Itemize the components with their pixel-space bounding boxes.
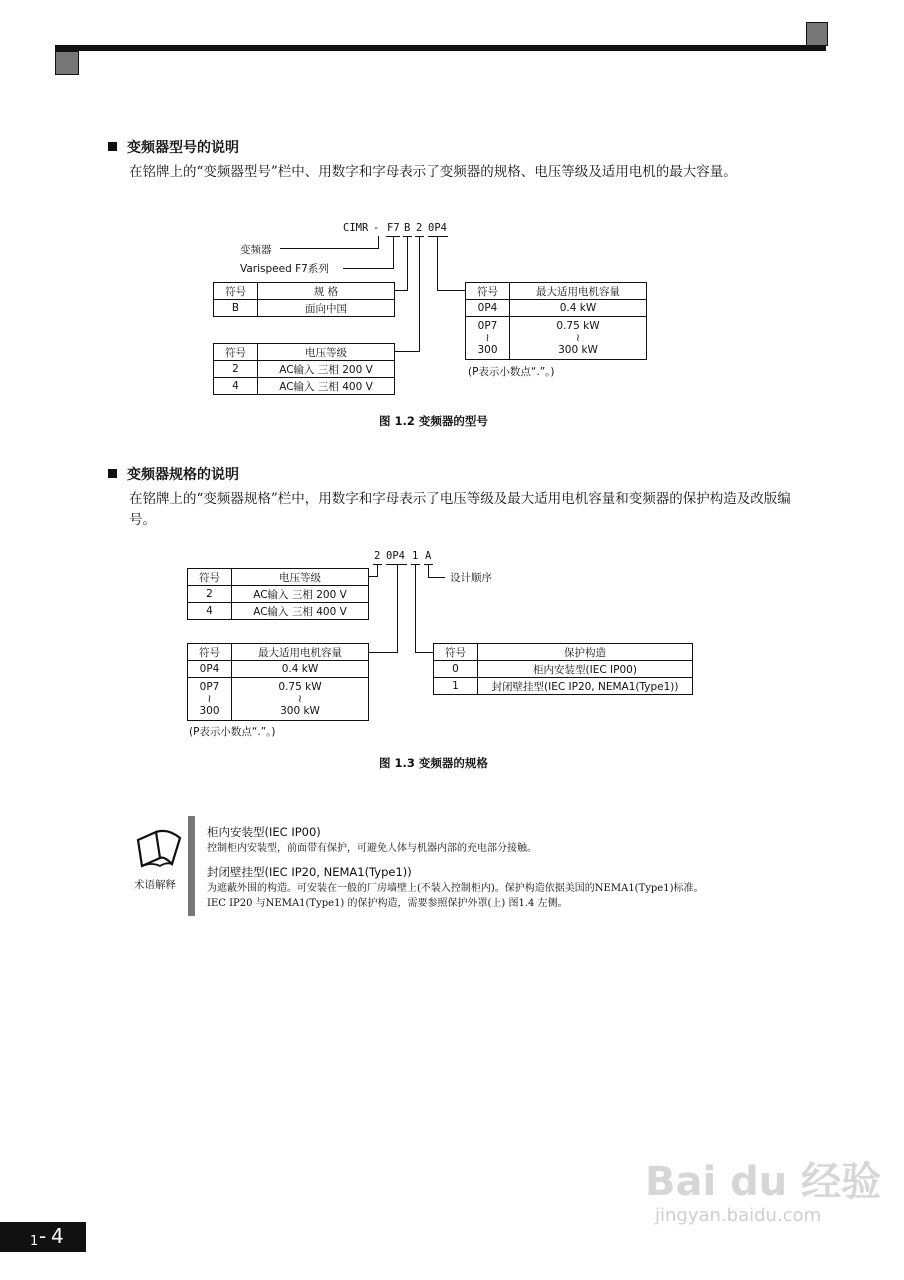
page-separator: - bbox=[39, 1224, 47, 1248]
spec-code-protection: 1 bbox=[412, 550, 419, 562]
protection-table: 符号 保护构造 0 柜内安装型(IEC IP00) 1 封闭壁挂型(IEC IP20, NEMA1(Type1)) bbox=[433, 643, 693, 695]
connector-line bbox=[407, 236, 408, 290]
section-spec-paragraph: 在铭牌上的“变频器规格”栏中，用数字和字母表示了电压等级及最大适用电机容量和变频器的保护构造及改版编号。 bbox=[129, 491, 791, 528]
watermark-url: jingyan.baidu.com bbox=[655, 1205, 822, 1226]
capacity-table: 符号 最大适用电机容量 0P4 0.4 kW 0P7 ≀ 300 0.75 kW ≀ 300 kW bbox=[465, 282, 647, 360]
model-code-dash: - bbox=[373, 222, 380, 234]
page-number-box bbox=[0, 1222, 86, 1252]
connector-line bbox=[393, 236, 394, 269]
p-note: (P表示小数点“.”。) bbox=[468, 366, 555, 378]
header-marker-right bbox=[806, 22, 828, 46]
figure-caption-1-2: 图 1.2 变频器的型号 bbox=[379, 414, 488, 428]
connector-line bbox=[280, 248, 378, 249]
section-model-paragraph: 在铭牌上的“变频器型号”栏中、用数字和字母表示了变频器的规格、电压等级及适用电机的最大容量。 bbox=[129, 164, 737, 180]
connector-line bbox=[437, 290, 465, 291]
connector-line bbox=[368, 652, 398, 653]
figure-caption-1-3: 图 1.3 变频器的规格 bbox=[379, 756, 488, 770]
p-note: (P表示小数点“.”。) bbox=[189, 726, 276, 738]
spec-code-revision: A bbox=[425, 550, 432, 562]
model-code-cimr: CIMR bbox=[343, 222, 369, 234]
spec-table: 符号 规 格 B 面向中国 bbox=[213, 282, 395, 317]
connector-line bbox=[395, 290, 408, 291]
model-code-series: F7 bbox=[387, 222, 400, 234]
glossary-label: 术语解释 bbox=[134, 879, 176, 891]
label-inverter: 变频器 bbox=[240, 244, 272, 256]
connector-line bbox=[377, 564, 378, 576]
spec-code-capacity: 0P4 bbox=[386, 550, 405, 562]
connector-line bbox=[378, 236, 379, 249]
header-rule bbox=[55, 45, 826, 51]
square-bullet-icon bbox=[108, 142, 117, 151]
underline-capacity bbox=[428, 236, 448, 237]
voltage-table: 符号 电压等级 2 AC输入 三相 200 V 4 AC输入 三相 400 V bbox=[213, 343, 395, 395]
model-code-spec: B bbox=[404, 222, 411, 234]
connector-line bbox=[428, 577, 445, 578]
connector-line bbox=[397, 564, 398, 652]
connector-line bbox=[437, 236, 438, 290]
term2-text-line2: IEC IP20 与NEMA1(Type1) 的保护构造，需要参照保护外罩(上) 图1.4 左侧。 bbox=[207, 898, 568, 909]
page-chapter: 1 bbox=[30, 1234, 39, 1249]
term1-text: 控制柜内安装型，前面带有保护，可避免人体与机器内部的充电部分接触。 bbox=[207, 843, 537, 854]
watermark-brand: Bai du 经验 bbox=[645, 1159, 882, 1205]
connector-line bbox=[395, 351, 420, 352]
open-book-icon bbox=[132, 826, 184, 874]
label-series: Varispeed F7系列 bbox=[240, 263, 329, 275]
model-code-capacity: 0P4 bbox=[428, 222, 447, 234]
connector-line bbox=[415, 652, 433, 653]
term1-title: 柜内安装型(IEC IP00) bbox=[207, 825, 321, 839]
connector-line bbox=[419, 236, 420, 351]
section-title-model: 变频器型号的说明 bbox=[108, 137, 239, 157]
glossary-bar bbox=[188, 816, 195, 916]
page-number: 4 bbox=[51, 1224, 64, 1248]
header-marker-left bbox=[55, 51, 79, 75]
section-title-spec: 变频器规格的说明 bbox=[108, 464, 239, 484]
capacity-table: 符号 最大适用电机容量 0P4 0.4 kW 0P7 ≀ 300 0.75 kW ≀ 300 kW bbox=[187, 643, 369, 721]
connector-line bbox=[428, 564, 429, 577]
term2-text-line1: 为遮蔽外围的构造。可安装在一般的厂房墙壁上(不装入控制柜内)。保护构造依据美国的NEMA1(Type1)标准。 bbox=[207, 883, 704, 894]
voltage-table: 符号 电压等级 2 AC输入 三相 200 V 4 AC输入 三相 400 V bbox=[187, 568, 369, 620]
term2-title: 封闭壁挂型(IEC IP20, NEMA1(Type1)) bbox=[207, 865, 412, 879]
model-code-voltage: 2 bbox=[416, 222, 423, 234]
connector-line bbox=[343, 268, 393, 269]
square-bullet-icon bbox=[108, 469, 117, 478]
connector-line bbox=[368, 576, 378, 577]
label-design-order: 设计顺序 bbox=[450, 572, 492, 584]
connector-line bbox=[415, 564, 416, 652]
spec-code-voltage: 2 bbox=[374, 550, 381, 562]
